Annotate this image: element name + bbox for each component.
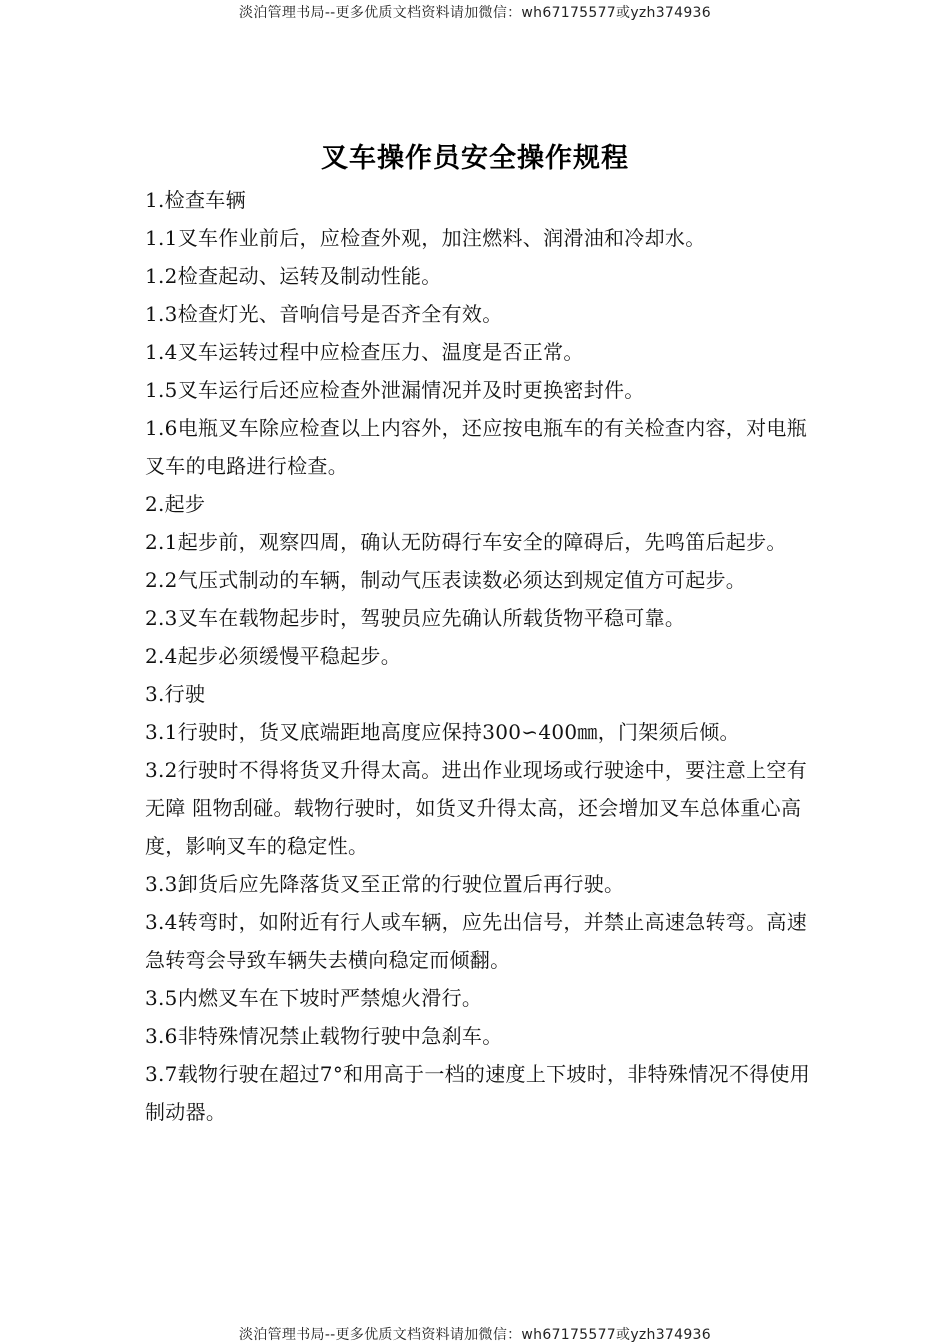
paragraph: 2.4起步必须缓慢平稳起步。 (145, 644, 402, 668)
paragraph: 3.1行驶时，货叉底端距地高度应保持300∽400㎜，门架须后倾。 (145, 720, 740, 744)
section-heading: 3.行驶 (145, 682, 206, 706)
paragraph: 1.4叉车运转过程中应检查压力、温度是否正常。 (145, 340, 584, 364)
paragraph: 3.4转弯时，如附近有行人或车辆，应先出信号，并禁止高速急转弯。高速急转弯会导致车辆失去横向稳定而倾翻。 (145, 910, 808, 972)
section-heading: 2.起步 (145, 492, 206, 516)
paragraph: 1.2检查起动、运转及制动性能。 (145, 264, 442, 288)
paragraph: 2.2气压式制动的车辆，制动气压表读数必须达到规定值方可起步。 (145, 568, 747, 592)
paragraph: 3.2行驶时不得将货叉升得太高。进出作业现场或行驶途中，要注意上空有无障 阻物刮碰。载物行驶时，如货叉升得太高，还会增加叉车总体重心高度，影响叉车的稳定性。 (145, 758, 808, 858)
page-title: 叉车操作员安全操作规程 (321, 143, 629, 174)
paragraph: 3.5内燃叉车在下坡时严禁熄火滑行。 (145, 986, 483, 1010)
paragraph: 1.1叉车作业前后，应检查外观，加注燃料、润滑油和冷却水。 (145, 226, 706, 250)
paragraph: 1.3检查灯光、音响信号是否齐全有效。 (145, 302, 503, 326)
paragraph: 3.3卸货后应先降落货叉至正常的行驶位置后再行驶。 (145, 872, 625, 896)
paragraph: 1.6电瓶叉车除应检查以上内容外，还应按电瓶车的有关检查内容，对电瓶叉车的电路进行检查。 (145, 416, 808, 478)
paragraph: 2.1起步前，观察四周，确认无防碍行车安全的障碍后，先鸣笛后起步。 (145, 530, 787, 554)
paragraph: 2.3叉车在载物起步时，驾驶员应先确认所载货物平稳可靠。 (145, 606, 686, 630)
footer-banner: 淡泊管理书局--更多优质文档资料请加微信：wh67175577或yzh374936 (239, 1327, 711, 1343)
paragraph: 3.6非特殊情况禁止载物行驶中急刹车。 (145, 1024, 503, 1048)
section-heading: 1.检查车辆 (145, 188, 246, 212)
header-banner: 淡泊管理书局--更多优质文档资料请加微信：wh67175577或yzh374936 (239, 5, 711, 21)
document-body (145, 181, 825, 1131)
paragraph: 3.7载物行驶在超过7°和用高于一档的速度上下坡时，非特殊情况不得使用制动器。 (145, 1062, 811, 1124)
paragraph: 1.5叉车运行后还应检查外泄漏情况并及时更换密封件。 (145, 378, 645, 402)
